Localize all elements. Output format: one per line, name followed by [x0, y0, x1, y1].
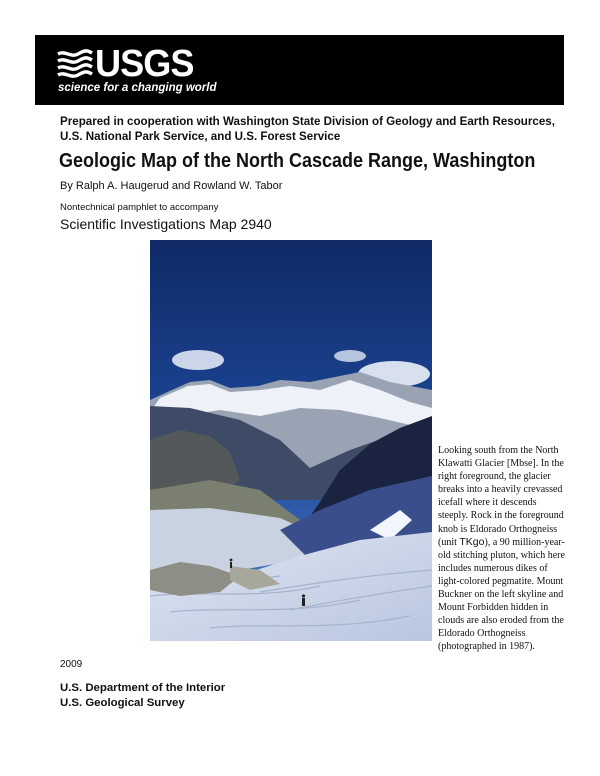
glacier-mountain-photo — [150, 240, 432, 641]
caption-text-1: Looking south from the North Klawatti Glacier [Mbse]. In the right foreground, the glacier breaks into a heavily crevassed icefall where it descends steeply. Rock in the foreground knob is Eldorado Orthogneiss (unit — [438, 445, 564, 548]
photo-caption — [438, 444, 566, 654]
page-title: Geologic Map of the North Cascade Range, Washington — [59, 150, 536, 172]
authors-line: By Ralph A. Haugerud and Rowland W. Tabor — [60, 180, 283, 192]
publisher-line-2: U.S. Geological Survey — [60, 697, 185, 709]
pamphlet-note: Nontechnical pamphlet to accompany — [60, 202, 219, 213]
photo-illustration — [150, 240, 432, 641]
publisher-block — [60, 681, 225, 711]
usgs-wordmark: USGS — [95, 43, 194, 85]
cooperation-statement: Prepared in cooperation with Washington State Division of Geology and Earth Resources, U.S. National Park Service, and U.S. Forest Service — [60, 115, 555, 143]
caption-unit-code: TKgo — [459, 535, 485, 548]
caption-text-2: ), a 90 million-year-old stitching pluton, which here includes numerous dikes of light-colored pegmatite. Mount Buckner on the left skyline and Mount Forbidden hidden in clouds are also eroded from the Eldorado Orthogneiss (photographed in 1987). — [438, 536, 565, 653]
publication-year: 2009 — [60, 659, 83, 670]
publisher-line-1: U.S. Department of the Interior — [60, 682, 226, 694]
series-number: Scientific Investigations Map 2940 — [60, 216, 272, 232]
usgs-wave-icon — [57, 48, 93, 80]
usgs-banner — [35, 35, 564, 105]
usgs-tagline: science for a changing world — [58, 82, 217, 94]
